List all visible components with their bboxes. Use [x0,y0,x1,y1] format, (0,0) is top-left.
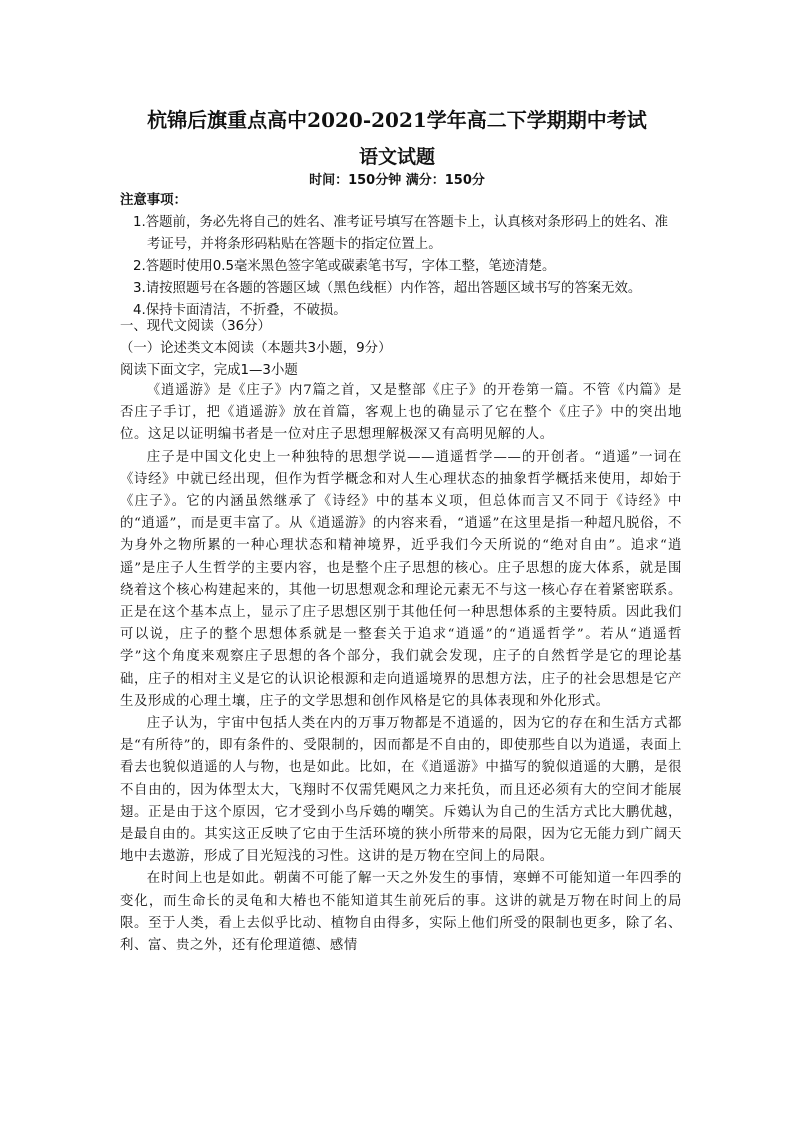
passage-paragraph-4: 在时间上也是如此。朝菌不可能了解一天之外发生的事情，寒蝉不可能知道一年四季的变化，而生命长的灵龟和大椿也不能知道其生前死后的事。这讲的就是万物在时间上的局限。至于人类，看上去似乎比动、植物自由得多，实际上他们所受的限制也更多，除了名、利、富、贵之外，还有伦理道德、感情 [120,871,682,954]
reading-instruction: 阅读下面文字，完成1—3小题 [120,363,298,378]
reading-passage [120,380,682,957]
section-heading-part1: 一、现代文阅读（36分） [120,319,271,334]
passage-paragraph-3: 庄子认为，宇宙中包括人类在内的万事万物都是不逍遥的，因为它的存在和生活方式都是“有所待”的，即有条件的、受限制的，因而都是不自由的，即使那些自以为逍遥，表面上看去也貌似逍遥的人与物，也是如此。比如，在《逍遥游》中描写的貌似逍遥的大鹏，是很不自由的，因为体型太大，飞翔时不仅需凭飓风之力来托负，而且还必须有大的空间才能展翅。正是由于这个原因，它才受到小鸟斥鴳的嘲笑。斥鴳认为自己的生活方式比大鹏优越，是最自由的。其实这正反映了它由于生活环境的狭小所带来的局限，因为它无能力到广阔天地中去遨游，形成了目光短浅的习性。这讲的是万物在空间上的局限。 [120,716,682,865]
exam-time-score: 时间：150分钟 满分：150分 [309,173,485,188]
exam-title: 杭锦后旗重点高中2020-2021学年高二下学期期中考试 [147,108,647,132]
notice-item-1: 1.答题前，务必先将自己的姓名、准考证号填写在答题卡上，认真核对条形码上的姓名、准考证号，并将条形码粘贴在答题卡的指定位置上。 [133,215,669,252]
passage-paragraph-2: 庄子是中国文化史上一种独特的思想学说——逍遥哲学——的开创者。“逍遥”一词在《诗经》中就已经出现，但作为哲学概念和对人生心理状态的抽象哲学概括来使用，却始于《庄子》。它的内涵虽然继承了《诗经》中的基本义项，但总体而言又不同于《诗经》中的“逍遥”，而是更丰富了。从《逍遥游》的内容来看，“逍遥”在这里是指一种超凡脱俗，不为身外之物所累的一种心理状态和精神境界，近乎我们今天所说的“绝对自由”。追求“逍遥”是庄子人生哲学的主要内容，也是整个庄子思想的核心。庄子思想的庞大体系，就是围绕着这个核心构建起来的，其他一切思想观念和理论元素无不与这一核心存在着紧密联系。正是在这个基本点上，显示了庄子思想区别于其他任何一种思想体系的主要特质。因此我们可以说，庄子的整个思想体系就是一整套关于追求“逍遥”的“逍遥哲学”。若从“逍遥哲学”这个角度来观察庄子思想的各个部分，我们就会发现，庄子的自然哲学是它的理论基础，庄子的相对主义是它的认识论根源和走向逍遥境界的思想方法，庄子的社会思想是它产生及形成的心理土壤，庄子的文学思想和创作风格是它的具体表现和外化形式。 [120,449,682,709]
notice-item-4: 4.保持卡面清洁，不折叠，不破损。 [133,303,347,318]
section-subheading: （一）论述类文本阅读（本题共3小题，9分） [120,341,392,356]
notice-heading: 注意事项： [120,193,187,208]
exam-subtitle: 语文试题 [358,146,435,168]
notice-item-3: 3.请按照题号在各题的答题区域（黑色线框）内作答，超出答题区域书写的答案无效。 [133,281,642,296]
passage-paragraph-1: 《逍遥游》是《庄子》内7篇之首，又是整部《庄子》的开卷第一篇。不管《内篇》是否庄子手订，把《逍遥游》放在首篇，客观上也的确显示了它在整个《庄子》中的突出地位。这足以证明编书者是一位对庄子思想理解极深又有高明见解的人。 [120,383,682,443]
notice-block [120,190,680,322]
notice-item-2: 2.答题时使用0.5毫米黑色签字笔或碳素笔书写，字体工整，笔迹清楚。 [133,259,556,274]
